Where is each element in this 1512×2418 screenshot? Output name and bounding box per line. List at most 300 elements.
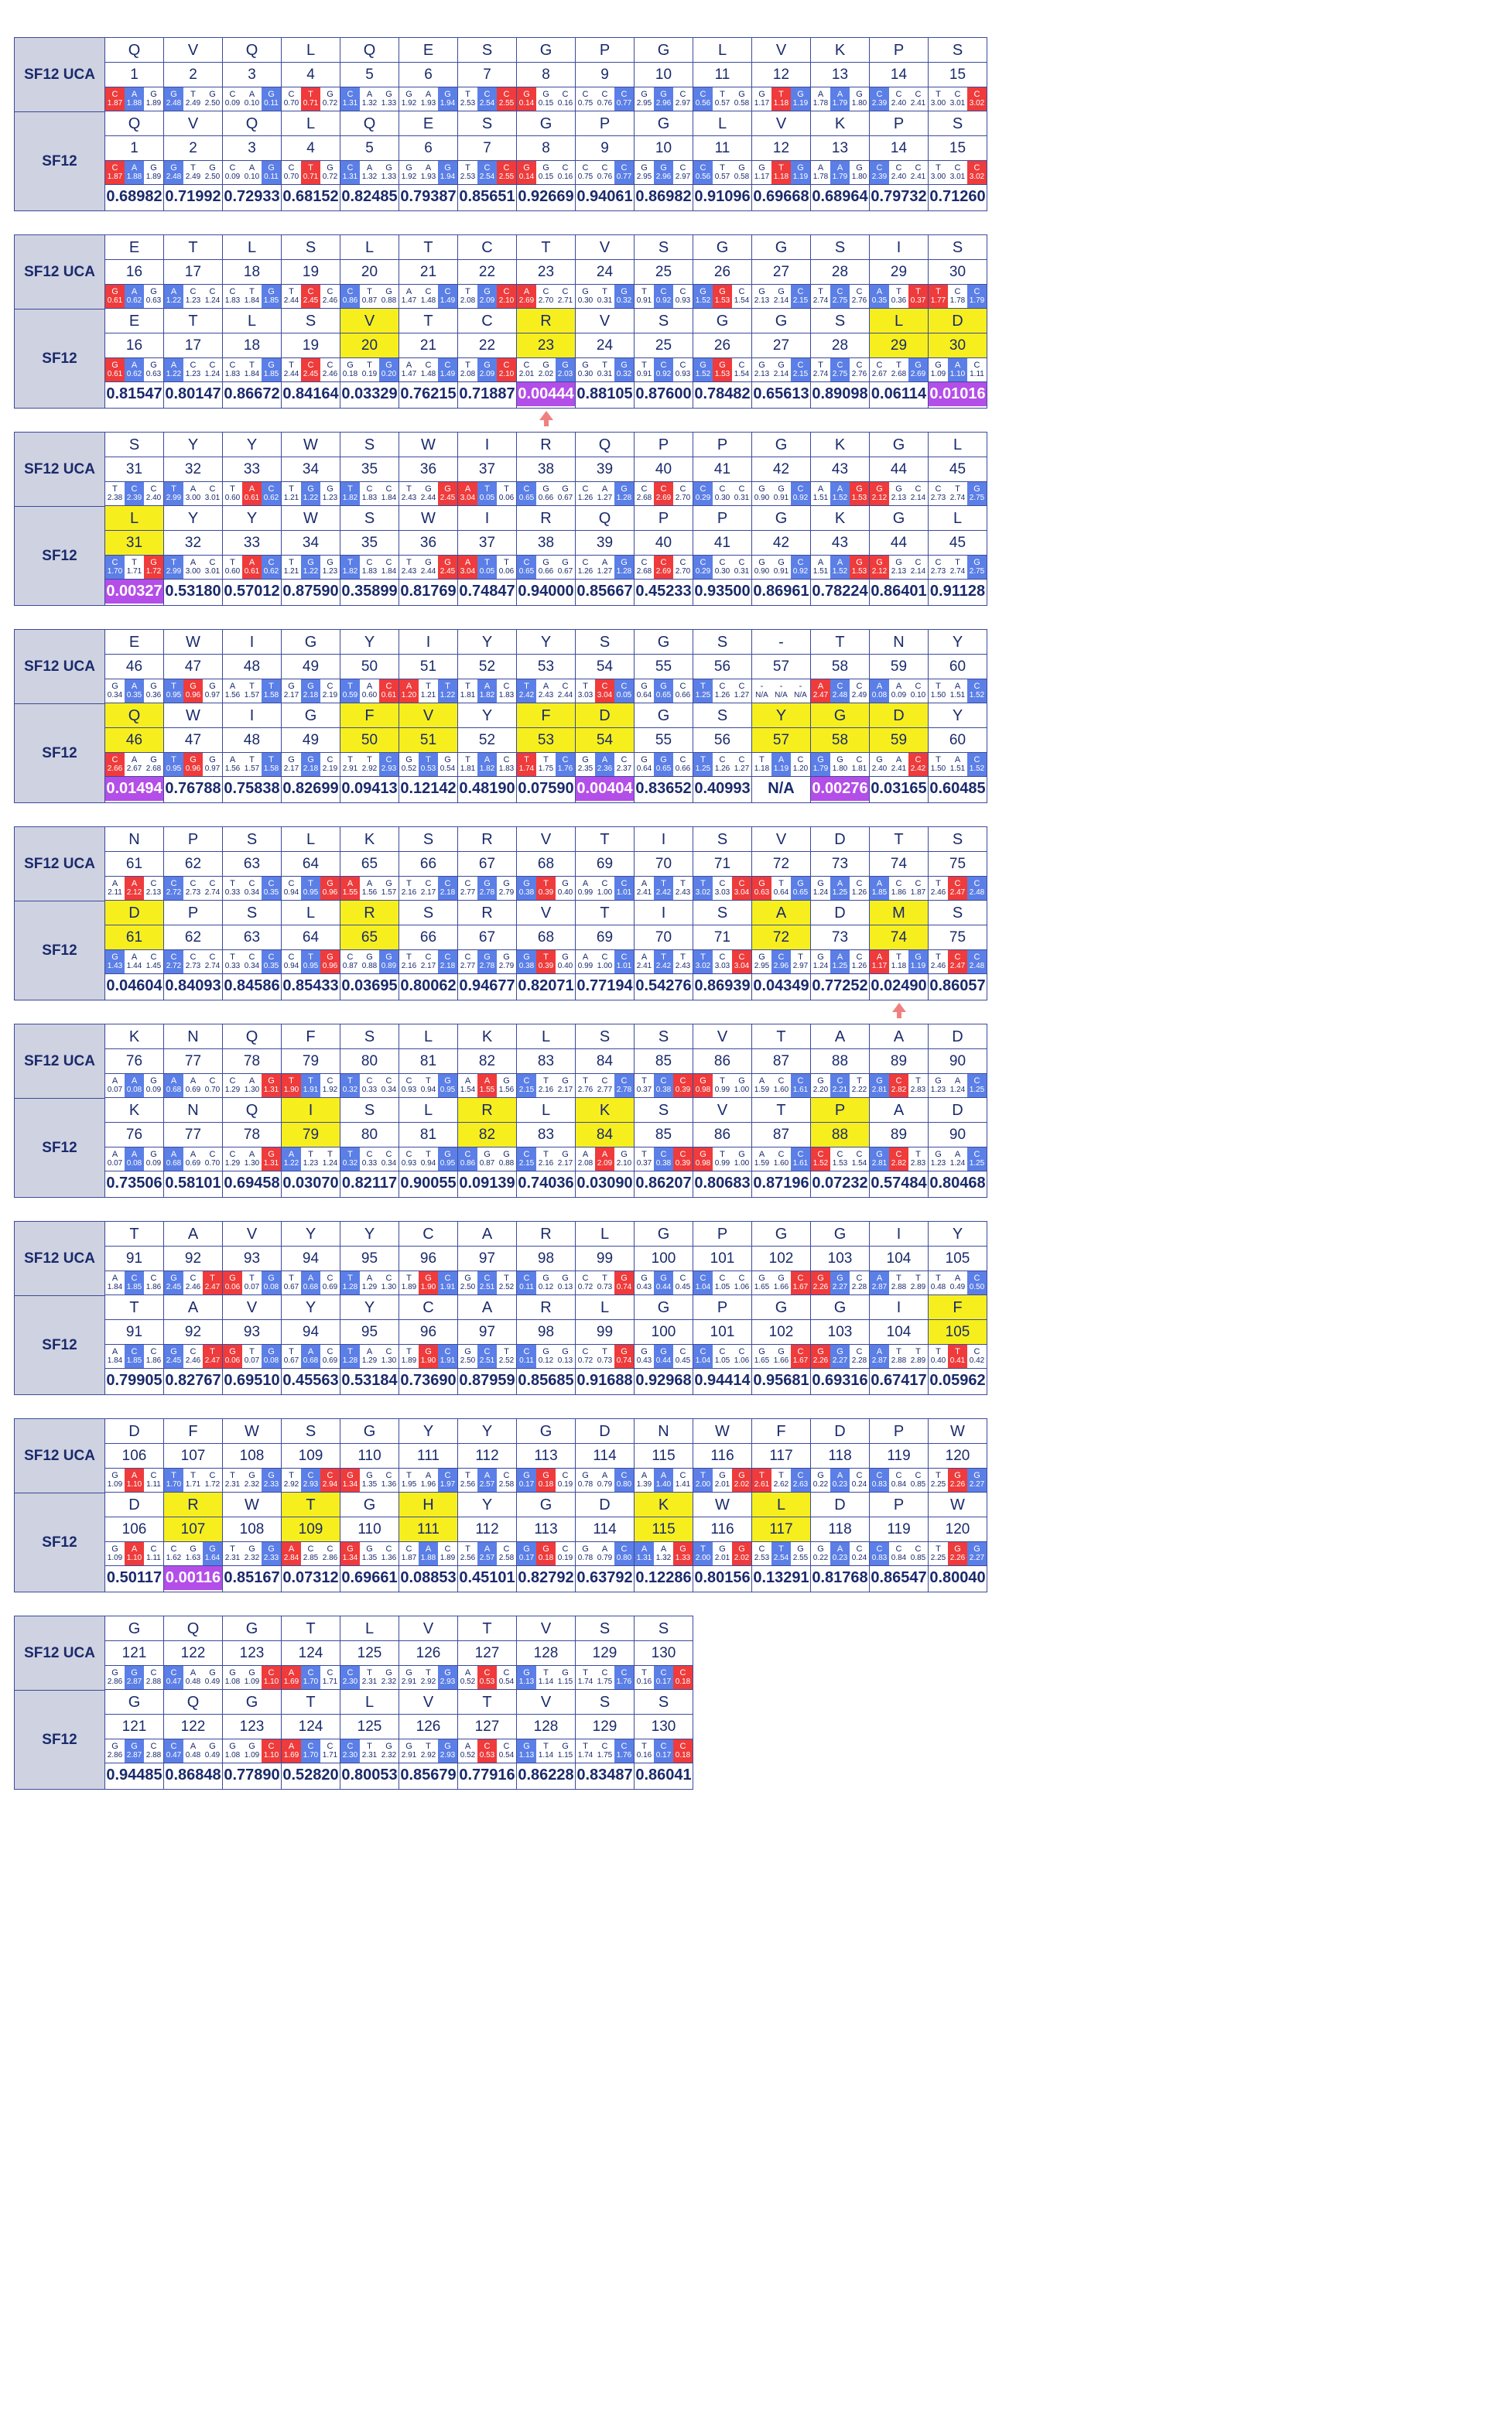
probability-score: 0.79387 bbox=[400, 188, 457, 205]
codon-base: G 0.74 bbox=[614, 1345, 634, 1368]
mature-codon bbox=[282, 1739, 340, 1763]
codon-base: A 1.29 bbox=[360, 1345, 379, 1368]
codon-base: T 2.92 bbox=[419, 1666, 438, 1689]
codon-base: A 3.04 bbox=[458, 556, 477, 579]
codon-base: C 2.67 bbox=[870, 358, 889, 381]
mature-codon bbox=[693, 358, 751, 382]
codon-base: T 2.54 bbox=[771, 1542, 791, 1565]
probability-score: 0.68982 bbox=[106, 188, 162, 205]
codon-base: G 2.87 bbox=[125, 1739, 144, 1763]
uca-residue: P bbox=[870, 38, 928, 63]
probability-score: 0.76788 bbox=[165, 780, 221, 797]
codon-base: C 1.05 bbox=[713, 1345, 732, 1368]
uca-position-number: 75 bbox=[929, 852, 987, 877]
codon-base: G 2.50 bbox=[203, 87, 222, 111]
codon-base: C 0.38 bbox=[654, 1074, 673, 1097]
mature-residue: G bbox=[635, 1295, 693, 1320]
codon-base: C 0.34 bbox=[379, 1147, 399, 1171]
codon-base: G 2.95 bbox=[752, 950, 771, 973]
codon-base: C 2.73 bbox=[929, 556, 948, 579]
position-column bbox=[811, 1222, 870, 1394]
mature-position-number: 47 bbox=[164, 728, 222, 753]
codon-base: G 2.75 bbox=[967, 482, 987, 505]
uca-position-number: 58 bbox=[811, 655, 869, 679]
mature-position-number: 51 bbox=[399, 728, 457, 753]
mature-label: SF12 bbox=[42, 350, 77, 367]
codon-base: T 2.16 bbox=[399, 950, 419, 973]
mature-codon bbox=[458, 161, 516, 185]
position-column bbox=[870, 630, 929, 802]
uca-residue: Q bbox=[223, 1024, 281, 1049]
codon-base: C 2.45 bbox=[301, 285, 320, 308]
codon-base: A 1.88 bbox=[419, 1542, 438, 1565]
mature-position-number: 43 bbox=[811, 531, 869, 556]
codon-base: A 0.07 bbox=[105, 1147, 125, 1171]
codon-base: A 3.00 bbox=[183, 482, 203, 505]
codon-base: C 1.26 bbox=[576, 482, 595, 505]
probability-score: 0.88105 bbox=[576, 385, 633, 402]
codon-base: C 1.25 bbox=[967, 1147, 987, 1171]
codon-base: G 2.33 bbox=[262, 1469, 281, 1492]
codon-base: C 3.02 bbox=[967, 161, 987, 184]
mature-codon bbox=[223, 1542, 281, 1566]
mature-position-number: 33 bbox=[223, 531, 281, 556]
probability-score: 0.03695 bbox=[341, 977, 398, 994]
probability-score: 0.85679 bbox=[400, 1766, 457, 1784]
codon-base: G 0.13 bbox=[556, 1271, 575, 1295]
codon-base: C 1.62 bbox=[164, 1542, 183, 1565]
row-labels bbox=[15, 1616, 105, 1789]
mature-residue: L bbox=[282, 901, 340, 925]
mature-position-number: 90 bbox=[929, 1123, 987, 1147]
codon-base: G 0.12 bbox=[536, 1271, 556, 1295]
uca-position-number: 87 bbox=[752, 1049, 810, 1074]
mature-position-number: 85 bbox=[635, 1123, 693, 1147]
codon-base: C 2.39 bbox=[870, 87, 889, 111]
codon-base: A 2.11 bbox=[105, 877, 125, 900]
codon-base: G 0.65 bbox=[654, 679, 673, 703]
position-column bbox=[164, 630, 223, 802]
codon-base: C 1.04 bbox=[693, 1345, 713, 1368]
codon-base: A 1.56 bbox=[223, 753, 242, 776]
codon-base: A 0.07 bbox=[105, 1074, 125, 1097]
mature-codon bbox=[752, 358, 810, 382]
mature-codon bbox=[635, 161, 693, 185]
uca-codon bbox=[635, 87, 693, 111]
probability-score: 0.94414 bbox=[694, 1372, 751, 1389]
codon-base: C 1.71 bbox=[320, 1666, 340, 1689]
codon-base: C 0.35 bbox=[262, 950, 281, 973]
codon-base: C 1.89 bbox=[438, 1542, 457, 1565]
uca-codon bbox=[399, 1074, 457, 1098]
position-column bbox=[635, 1419, 693, 1592]
codon-base: C 2.15 bbox=[791, 285, 810, 308]
codon-base: A 1.44 bbox=[125, 950, 144, 973]
codon-base: C 0.69 bbox=[320, 1345, 340, 1368]
codon-base: C 2.13 bbox=[144, 877, 163, 900]
codon-base: A 1.78 bbox=[811, 87, 830, 111]
uca-position-number: 127 bbox=[458, 1641, 516, 1666]
codon-base: T 1.81 bbox=[458, 753, 477, 776]
mature-codon bbox=[105, 950, 163, 974]
uca-codon bbox=[105, 1469, 163, 1493]
codon-base: T 0.99 bbox=[713, 1074, 732, 1097]
codon-base: A 1.51 bbox=[948, 753, 967, 776]
probability-score: 0.81547 bbox=[106, 385, 162, 402]
uca-codon bbox=[399, 87, 457, 111]
probability-score: 0.58101 bbox=[165, 1175, 221, 1192]
probability-score: 0.87590 bbox=[282, 583, 339, 600]
mature-codon bbox=[105, 358, 163, 382]
mature-position-number: 81 bbox=[399, 1123, 457, 1147]
mature-residue: S bbox=[576, 1690, 634, 1715]
uca-codon bbox=[752, 877, 810, 901]
codon-base: C 1.71 bbox=[320, 1739, 340, 1763]
codon-base: G 1.80 bbox=[850, 87, 869, 111]
mature-codon bbox=[223, 753, 281, 777]
mature-position-number: 13 bbox=[811, 136, 869, 161]
codon-base: C 2.55 bbox=[497, 161, 516, 184]
codon-base: G 0.97 bbox=[203, 753, 222, 776]
codon-base: A 0.62 bbox=[125, 285, 144, 308]
probability-score: 0.06114 bbox=[871, 385, 927, 402]
uca-residue: S bbox=[635, 235, 693, 260]
uca-codon bbox=[576, 877, 634, 901]
probability-score: 0.80053 bbox=[341, 1766, 398, 1784]
codon-base: A 1.32 bbox=[654, 1542, 673, 1565]
uca-residue: Q bbox=[164, 1616, 222, 1641]
mature-codon bbox=[399, 1739, 457, 1763]
mature-residue: G bbox=[811, 1295, 869, 1320]
mature-codon bbox=[399, 1147, 457, 1171]
codon-base: T 1.81 bbox=[458, 679, 477, 703]
codon-base: C 1.87 bbox=[399, 1542, 419, 1565]
codon-base: C 2.66 bbox=[105, 753, 125, 776]
codon-base: C 2.46 bbox=[320, 358, 340, 381]
uca-codon bbox=[693, 285, 751, 309]
codon-base: G 0.96 bbox=[320, 950, 340, 973]
position-column bbox=[576, 827, 635, 1000]
codon-base: A 1.30 bbox=[242, 1147, 262, 1171]
uca-residue: N bbox=[105, 827, 163, 852]
codon-base: G 0.78 bbox=[576, 1469, 595, 1492]
mature-codon bbox=[576, 1542, 634, 1566]
codon-base: C 2.76 bbox=[850, 285, 869, 308]
codon-base: T 1.95 bbox=[399, 1469, 419, 1492]
probability-score: 0.13291 bbox=[753, 1569, 809, 1586]
codon-base: C 0.39 bbox=[673, 1147, 693, 1171]
uca-residue: I bbox=[635, 827, 693, 852]
uca-residue: S bbox=[458, 38, 516, 63]
codon-base: T 0.48 bbox=[929, 1271, 948, 1295]
uca-position-number: 86 bbox=[693, 1049, 751, 1074]
uca-codon bbox=[164, 679, 222, 703]
uca-codon bbox=[282, 1666, 340, 1690]
uca-position-number: 117 bbox=[752, 1444, 810, 1469]
position-column bbox=[929, 235, 987, 408]
codon-base: C 2.10 bbox=[497, 285, 516, 308]
uca-codon bbox=[164, 1666, 222, 1690]
position-column bbox=[340, 630, 399, 802]
probability-score: 0.50117 bbox=[106, 1569, 162, 1586]
position-column bbox=[105, 1419, 164, 1592]
uca-position-number: 63 bbox=[223, 852, 281, 877]
position-column bbox=[399, 1222, 458, 1394]
position-column bbox=[517, 38, 576, 210]
uca-codon bbox=[223, 482, 281, 506]
mature-residue: R bbox=[517, 309, 575, 333]
uca-residue: L bbox=[517, 1024, 575, 1049]
codon-base: C 0.09 bbox=[223, 161, 242, 184]
codon-base: C 1.06 bbox=[732, 1271, 751, 1295]
mature-codon bbox=[458, 1345, 516, 1369]
codon-base: T 0.07 bbox=[242, 1345, 262, 1368]
row-labels bbox=[15, 630, 105, 802]
mature-residue: Q bbox=[340, 111, 399, 136]
probability-score: 0.86547 bbox=[871, 1569, 927, 1586]
codon-base: T 0.33 bbox=[223, 950, 242, 973]
codon-base: A 3.04 bbox=[458, 482, 477, 505]
uca-label: SF12 UCA bbox=[15, 433, 104, 507]
mature-residue: P bbox=[870, 111, 928, 136]
uca-residue: V bbox=[752, 827, 810, 852]
uca-residue: T bbox=[164, 235, 222, 260]
uca-position-number: 13 bbox=[811, 63, 869, 87]
mature-position-number: 23 bbox=[517, 333, 575, 358]
position-column bbox=[282, 433, 340, 605]
uca-residue: S bbox=[576, 1616, 634, 1641]
uca-position-number: 91 bbox=[105, 1247, 163, 1271]
uca-position-number: 36 bbox=[399, 457, 457, 482]
codon-base: C 2.28 bbox=[850, 1271, 869, 1295]
codon-base: G 1.53 bbox=[713, 358, 732, 381]
codon-base: G 0.67 bbox=[556, 556, 575, 579]
mature-position-number: 112 bbox=[458, 1517, 516, 1542]
codon-base: A 1.56 bbox=[223, 679, 242, 703]
position-column bbox=[517, 1616, 576, 1789]
codon-base: G 2.95 bbox=[635, 161, 654, 184]
mature-position-number: 111 bbox=[399, 1517, 457, 1542]
mature-codon bbox=[635, 1739, 693, 1763]
uca-codon bbox=[693, 1469, 751, 1493]
mature-residue: L bbox=[399, 1098, 457, 1123]
mature-codon bbox=[752, 1542, 810, 1566]
uca-position-number: 21 bbox=[399, 260, 457, 285]
probability-score: 0.91128 bbox=[929, 583, 986, 600]
uca-codon bbox=[870, 285, 928, 309]
mature-position-number: 84 bbox=[576, 1123, 634, 1147]
uca-residue: Y bbox=[929, 630, 987, 655]
position-column bbox=[929, 630, 987, 802]
mature-residue: D bbox=[870, 703, 928, 728]
position-column bbox=[811, 38, 870, 210]
probability-score: 0.84164 bbox=[282, 385, 339, 402]
row-labels bbox=[15, 1419, 105, 1592]
codon-base: T 2.56 bbox=[458, 1469, 477, 1492]
uca-residue: S bbox=[635, 1616, 693, 1641]
codon-base: A 1.27 bbox=[595, 482, 614, 505]
codon-base: G 0.88 bbox=[360, 950, 379, 973]
codon-base: G 1.24 bbox=[811, 950, 830, 973]
position-column bbox=[164, 1419, 223, 1592]
mature-label: SF12 bbox=[42, 1139, 77, 1156]
uca-position-number: 78 bbox=[223, 1049, 281, 1074]
codon-base: G 0.09 bbox=[144, 1074, 163, 1097]
uca-position-number: 52 bbox=[458, 655, 516, 679]
codon-base: G 1.80 bbox=[830, 753, 850, 776]
codon-base: A 1.10 bbox=[125, 1542, 144, 1565]
uca-codon bbox=[105, 1074, 163, 1098]
codon-base: G 2.01 bbox=[713, 1469, 732, 1492]
probability-score: 0.91688 bbox=[576, 1372, 633, 1389]
codon-base: C 2.73 bbox=[183, 950, 203, 973]
probability-score: 0.94000 bbox=[518, 583, 574, 600]
codon-base: G 1.09 bbox=[242, 1739, 262, 1763]
uca-position-number: 14 bbox=[870, 63, 928, 87]
mature-codon bbox=[811, 753, 869, 777]
codon-base: A 1.25 bbox=[830, 877, 850, 900]
codon-base: G 0.95 bbox=[438, 1074, 457, 1097]
codon-base: C 2.77 bbox=[458, 877, 477, 900]
probability-score: 0.57012 bbox=[224, 583, 280, 600]
probability-score: 0.09413 bbox=[341, 780, 398, 797]
mature-position-number: 26 bbox=[693, 333, 751, 358]
codon-base: T 2.16 bbox=[536, 1074, 556, 1097]
codon-base: T 2.44 bbox=[282, 285, 301, 308]
position-column bbox=[458, 433, 517, 605]
position-column bbox=[105, 38, 164, 210]
codon-base: A 1.82 bbox=[477, 679, 497, 703]
mature-codon bbox=[282, 753, 340, 777]
codon-base: C 0.83 bbox=[870, 1542, 889, 1565]
mature-residue: R bbox=[517, 506, 575, 531]
mature-residue: S bbox=[458, 111, 516, 136]
mature-residue: D bbox=[811, 901, 869, 925]
uca-codon bbox=[635, 1074, 693, 1098]
codon-base: C 1.54 bbox=[850, 1147, 869, 1171]
position-column bbox=[752, 1419, 811, 1592]
codon-base: T 2.89 bbox=[908, 1271, 928, 1295]
codon-base: T 0.19 bbox=[360, 358, 379, 381]
codon-base: C 2.88 bbox=[144, 1739, 163, 1763]
probability-score: 0.67417 bbox=[871, 1372, 927, 1389]
uca-position-number: 17 bbox=[164, 260, 222, 285]
uca-position-number: 10 bbox=[635, 63, 693, 87]
codon-base: C 0.11 bbox=[517, 1345, 536, 1368]
codon-base: C 1.52 bbox=[967, 753, 987, 776]
codon-base: C 1.61 bbox=[791, 1074, 810, 1097]
codon-base: T 0.60 bbox=[223, 556, 242, 579]
position-column bbox=[576, 1616, 635, 1789]
codon-base: C 2.18 bbox=[438, 877, 457, 900]
codon-base: G 0.13 bbox=[556, 1345, 575, 1368]
probability-score: 0.91096 bbox=[694, 188, 751, 205]
probability-score: 0.71992 bbox=[165, 188, 221, 205]
codon-base: G 0.88 bbox=[379, 285, 399, 308]
position-column bbox=[164, 1024, 223, 1197]
uca-residue: F bbox=[282, 1024, 340, 1049]
codon-base: T 1.82 bbox=[340, 482, 360, 505]
mature-residue: G bbox=[105, 1690, 163, 1715]
position-column bbox=[576, 433, 635, 605]
uca-position-number: 32 bbox=[164, 457, 222, 482]
mature-residue: Q bbox=[223, 111, 281, 136]
mature-residue: Y bbox=[282, 1295, 340, 1320]
codon-base: C 2.63 bbox=[791, 1469, 810, 1492]
codon-base: A 2.87 bbox=[870, 1271, 889, 1295]
codon-base: G 1.31 bbox=[262, 1147, 281, 1171]
uca-codon bbox=[635, 1666, 693, 1690]
uca-residue: F bbox=[752, 1419, 810, 1444]
uca-position-number: 48 bbox=[223, 655, 281, 679]
codon-base: C 2.54 bbox=[477, 87, 497, 111]
codon-base: C 2.54 bbox=[477, 161, 497, 184]
uca-codon bbox=[282, 285, 340, 309]
codon-base: C 1.10 bbox=[262, 1666, 281, 1689]
uca-position-number: 70 bbox=[635, 852, 693, 877]
codon-base: T 2.88 bbox=[889, 1271, 908, 1295]
codon-base: T 0.94 bbox=[419, 1147, 438, 1171]
codon-base: C 2.19 bbox=[320, 753, 340, 776]
position-column bbox=[282, 1616, 340, 1789]
codon-base: G 2.86 bbox=[105, 1666, 125, 1689]
uca-residue: F bbox=[164, 1419, 222, 1444]
uca-residue: W bbox=[399, 433, 457, 457]
codon-base: C 2.30 bbox=[340, 1739, 360, 1763]
codon-base: C 2.48 bbox=[967, 877, 987, 900]
codon-base: C 2.58 bbox=[497, 1542, 516, 1565]
codon-base: T 0.31 bbox=[595, 285, 614, 308]
codon-base: G 2.93 bbox=[438, 1666, 457, 1689]
mature-position-number: 32 bbox=[164, 531, 222, 556]
uca-residue: V bbox=[576, 235, 634, 260]
position-column bbox=[870, 235, 929, 408]
codon-base: C 0.34 bbox=[242, 950, 262, 973]
codon-base: T 2.53 bbox=[458, 161, 477, 184]
mature-position-number: 50 bbox=[340, 728, 399, 753]
codon-base: T 2.08 bbox=[458, 285, 477, 308]
mature-residue: G bbox=[752, 1295, 810, 1320]
mature-residue: L bbox=[517, 1098, 575, 1123]
uca-position-number: 68 bbox=[517, 852, 575, 877]
codon-base: T 1.74 bbox=[576, 1739, 595, 1763]
uca-position-number: 83 bbox=[517, 1049, 575, 1074]
mature-position-number: 102 bbox=[752, 1320, 810, 1345]
uca-position-number: 9 bbox=[576, 63, 634, 87]
codon-base: C 2.69 bbox=[654, 556, 673, 579]
codon-base: A 0.09 bbox=[889, 679, 908, 703]
codon-base: A 1.84 bbox=[105, 1345, 125, 1368]
uca-position-number: 61 bbox=[105, 852, 163, 877]
codon-base: T 2.99 bbox=[164, 556, 183, 579]
mature-residue: I bbox=[223, 703, 281, 728]
codon-base: C 0.56 bbox=[693, 161, 713, 184]
uca-residue: V bbox=[752, 38, 810, 63]
codon-base: G 2.96 bbox=[654, 87, 673, 111]
mature-position-number: 83 bbox=[517, 1123, 575, 1147]
uca-position-number: 103 bbox=[811, 1247, 869, 1271]
codon-base: C 1.67 bbox=[791, 1271, 810, 1295]
uca-residue: T bbox=[576, 827, 634, 852]
uca-codon bbox=[282, 1469, 340, 1493]
mature-position-number: 58 bbox=[811, 728, 869, 753]
codon-base: T 2.31 bbox=[223, 1469, 242, 1492]
codon-base: C 0.92 bbox=[791, 556, 810, 579]
codon-base: T 3.00 bbox=[929, 87, 948, 111]
uca-residue: Y bbox=[164, 433, 222, 457]
mature-codon bbox=[870, 1147, 928, 1171]
mature-codon bbox=[929, 950, 987, 974]
